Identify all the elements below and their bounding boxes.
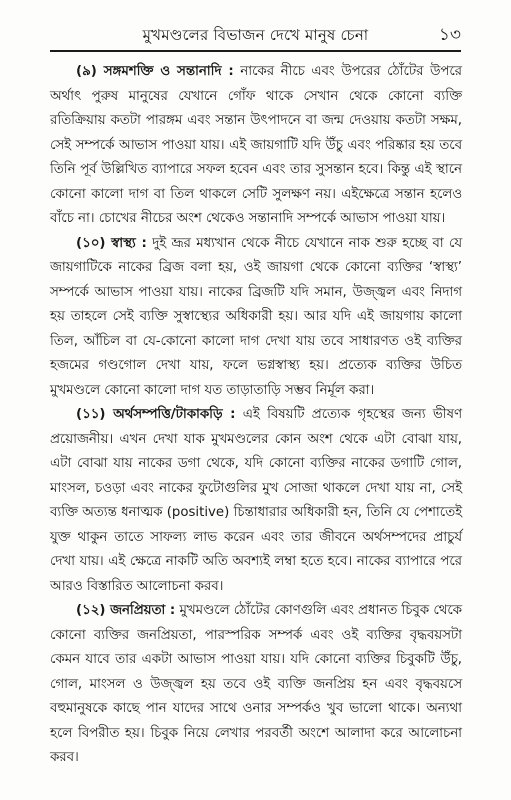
page-number: ১৩ (438, 25, 461, 45)
paragraph-body: দুই ভ্রূর মধ্যখান থেকে নীচে যেখানে নাক শুরু হচ্ছে বা যে জায়গাটিকে নাকের ব্রিজ বলা হয়, ওই জায়গা থেকে কোনো ব্যক্তির ‘স্বাস্থ্য’ সম্পর্কে আভাস পাওয়া যায়। নাকের ব্রিজটি যদি সমান, উজ্জ্বল এবং নিদাগ হয় তাহলে সেই ব্যক্তি সুস্বাস্থ্যের অধিকারী হয়। আর যদি এই জায়গায় কালো তিল, আঁচিল বা যে-কোনো কালো দাগ দেখা যায় তবে সাধারণত ওই ব্যক্তির হজমের গণ্ডগোল দেখা যায়, ফলে ভগ্নস্বাস্থ্য হয়। প্রত্যেক ব্যক্তির উচিত মুখমণ্ডলে কোনো কালো দাগ যত তাড়াতাড়ি সম্ভব নির্মূল করা। (50, 235, 463, 398)
paragraph-heading: (১২) জনপ্রিয়তা : (76, 603, 176, 618)
paragraph-popularity (50, 599, 462, 771)
paragraph-heading: (১০) স্বাস্থ্য : (76, 235, 147, 251)
paragraph-sexual-power-progeny (50, 60, 462, 232)
paragraph-body: এই বিষয়টি প্রত্যেক গৃহস্থের জন্য ভীষণ প্রয়োজনীয়। এখন দেখা যাক মুখমণ্ডলের কোন অংশ থেকে এটা বোঝা যায়, এটা বোঝা যায় নাকের ডগা থেকে, যদি কোনো ব্যক্তির নাকের ডগাটি গোল, মাংসল, চওড়া এবং নাকের ফুটোগুলির মুখ সোজা থাকলে দেখা যায় না, সেই ব্যক্তি অত্যন্ত ধনাত্মক (positive) চিন্তাধারার অধিকারী হন, তিনি যে পেশাতেই যুক্ত থাকুন তাতে সাফল্য লাভ করেন এবং তার জীবনে অর্থসম্পদের প্রাচুর্য দেখা যায়। এই ক্ষেত্রে নাকটি অতি অবশ্যই লম্বা হতে হবে। নাকের ব্যাপারে পরে আরও বিস্তারিত আলোচনা করব। (50, 407, 462, 594)
header-rule (50, 50, 461, 52)
paragraph-heading: (৯) সঙ্গমশক্তি ও সন্তানাদি : (76, 64, 234, 79)
page-header (0, 22, 511, 48)
paragraph-body: মুখমণ্ডলে ঠোঁটের কোণগুলি এবং প্রধানত চিবুক থেকে কোনো ব্যক্তির জনপ্রিয়তা, পারস্পরিক সম্পর্ক এবং ওই ব্যক্তির বৃদ্ধবয়সটা কেমন যাবে তার একটা আভাস পাওয়া যায়। যদি কোনো ব্যক্তির চিবুকটি উঁচু, গোল, মাংসল ও উজ্জ্বল হয় তবে ওই ব্যক্তি জনপ্রিয় হন এবং বৃদ্ধবয়সে বহুমানুষকে কাছে পান যাদের সাথে ওনার সম্পর্কও খুব ভালো থাকে। অন্যথা হলে বিপরীত হয়। চিবুক নিয়ে লেখার পরবর্তী অংশে আলাদা করে আলোচনা করব। (50, 603, 462, 765)
paragraph-wealth (50, 403, 462, 599)
paragraph-heading: (১১) অর্থসম্পত্তি/টাকাকড়ি : (76, 407, 236, 422)
body-text (50, 60, 462, 771)
running-head: মুখমণ্ডলের বিভাজন দেখে মানুষ চেনা (142, 26, 369, 44)
paragraph-health (50, 232, 462, 404)
paragraph-body: নাকের নীচে এবং উপরের ঠোঁটের উপরে অর্থাৎ পুরুষ মানুষের যেখানে গোঁফ থাকে সেখান থেকে কোনো ব্যক্তি রতিক্রিয়ায় কতটা পারঙ্গম এবং সন্তান উৎপাদনে বা জন্ম দেওয়ায় কতটা সক্ষম, সেই সম্পর্কে আভাস পাওয়া যায়। এই জায়গাটি যদি উঁচু এবং পরিষ্কার হয় তবে তিনি পূর্ব উল্লিখিত ব্যাপারে সফল হবেন এবং তার সুসন্তান হবে। কিন্তু এই স্থানে কোনো কালো দাগ বা তিল থাকলে সেটি সুলক্ষণ নয়। এইক্ষেত্রে সন্তান হলেও বাঁচে না। চোখের নীচের অংশ থেকেও সন্তানাদি সম্পর্কে আভাস পাওয়া যায়। (50, 64, 462, 226)
